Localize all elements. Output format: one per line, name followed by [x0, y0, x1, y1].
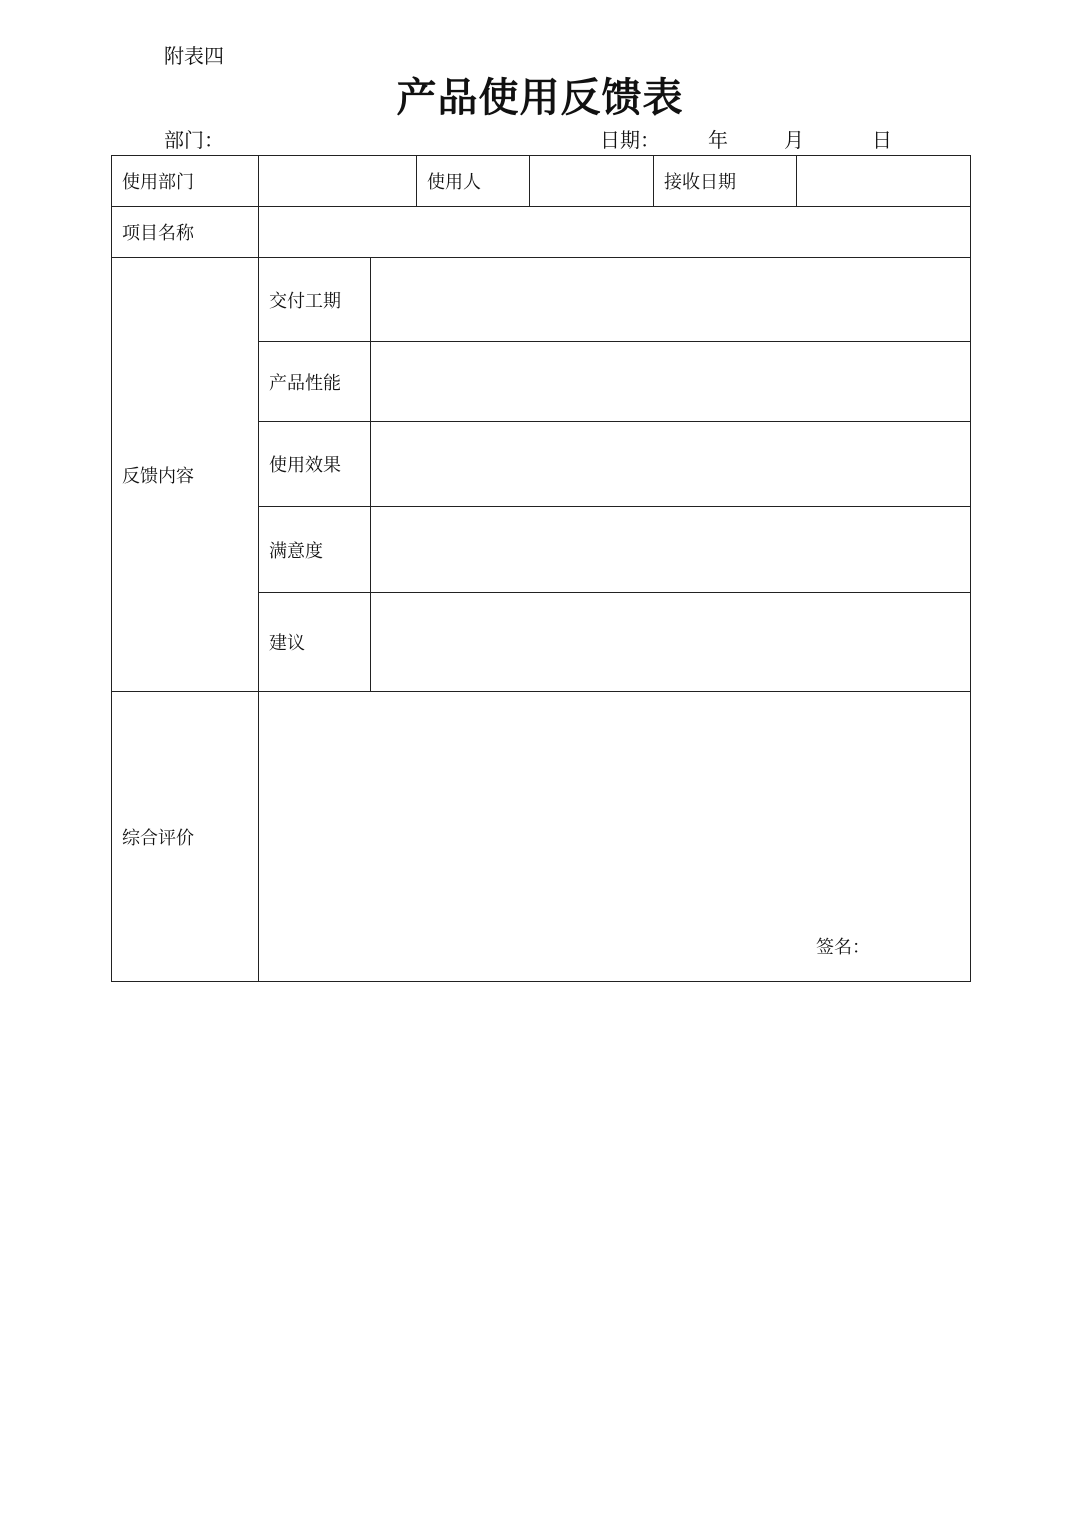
day-label: 日 [872, 128, 892, 152]
suggestion-field[interactable] [371, 593, 971, 692]
suggestion-label: 建议 [259, 593, 371, 692]
feedback-form-table [111, 155, 971, 982]
page-title: 产品使用反馈表 [396, 74, 684, 121]
satisfaction-label: 满意度 [259, 507, 371, 593]
usage-effect-field[interactable] [371, 422, 971, 507]
receive-date-field[interactable] [797, 156, 971, 207]
overall-evaluation-field[interactable] [259, 692, 971, 982]
table-row [112, 692, 971, 982]
appendix-label: 附表四 [164, 44, 224, 68]
delivery-period-field[interactable] [371, 258, 971, 342]
receive-date-label: 接收日期 [654, 156, 797, 207]
table-row [112, 258, 971, 342]
feedback-content-label: 反馈内容 [112, 258, 259, 692]
year-label: 年 [708, 128, 728, 152]
department-label: 部门： [164, 128, 224, 152]
using-department-field[interactable] [259, 156, 417, 207]
satisfaction-field[interactable] [371, 507, 971, 593]
user-label: 使用人 [417, 156, 530, 207]
project-name-label: 项目名称 [112, 207, 259, 258]
user-field[interactable] [530, 156, 654, 207]
table-row [112, 207, 971, 258]
delivery-period-label: 交付工期 [259, 258, 371, 342]
using-department-label: 使用部门 [112, 156, 259, 207]
month-label: 月 [784, 128, 804, 152]
overall-evaluation-label: 综合评价 [112, 692, 259, 982]
project-name-field[interactable] [259, 207, 971, 258]
signature-label: 签名： [816, 937, 870, 958]
date-label: 日期： [600, 128, 660, 152]
table-row [112, 156, 971, 207]
product-performance-field[interactable] [371, 342, 971, 422]
usage-effect-label: 使用效果 [259, 422, 371, 507]
product-performance-label: 产品性能 [259, 342, 371, 422]
